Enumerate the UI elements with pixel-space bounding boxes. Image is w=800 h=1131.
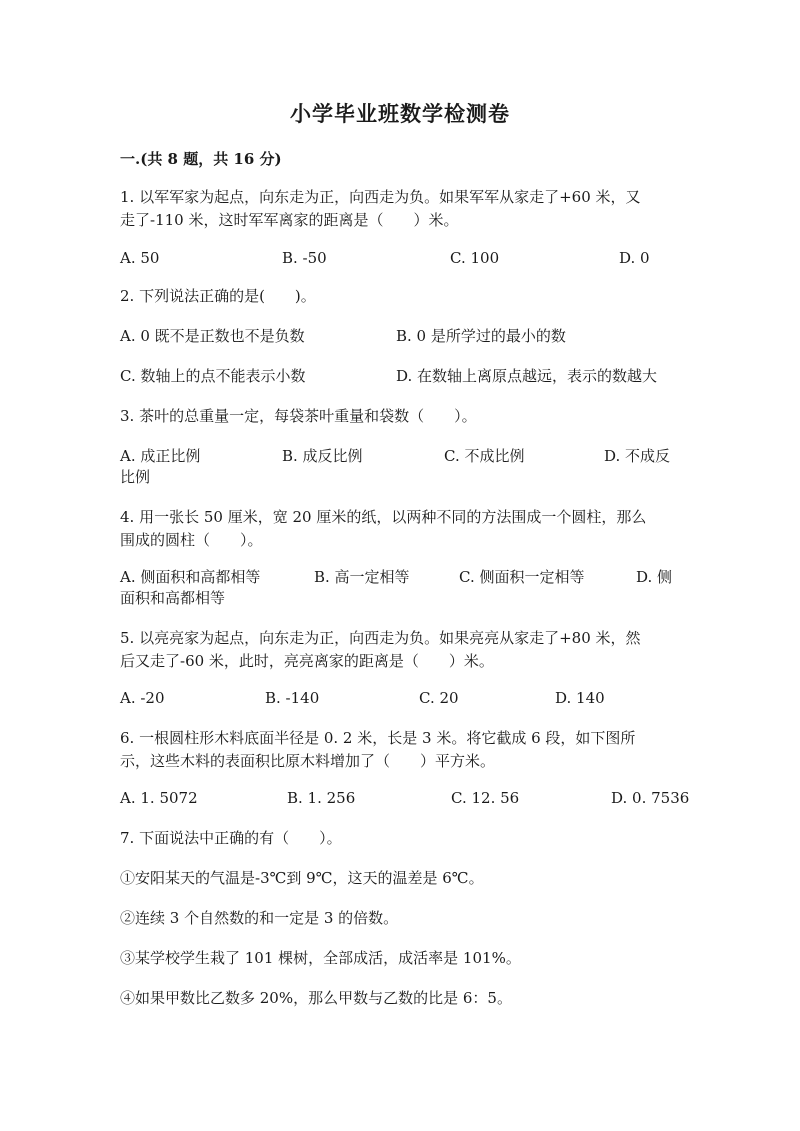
q4-option-c: C. 侧面积一定相等 — [459, 568, 585, 586]
q1-option-a: A. 50 — [120, 249, 160, 267]
q4-option-a: A. 侧面积和高都相等 — [120, 568, 261, 586]
q3-option-c: C. 不成比例 — [444, 447, 525, 465]
q3-option-b: B. 成反比例 — [282, 447, 363, 465]
q7-statement-3: ③某学校学生栽了 101 棵树，全部成活，成活率是 101%。 — [120, 949, 521, 967]
page-title: 小学毕业班数学检测卷 — [290, 101, 510, 126]
q5-option-d: D. 140 — [555, 689, 605, 707]
q6-text-line2: 示，这些木料的表面积比原木料增加了（ ）平方米。 — [120, 752, 496, 770]
q4-text-line2: 围成的圆柱（ ）。 — [120, 531, 263, 549]
q1-option-d: D. 0 — [619, 249, 650, 267]
q6-option-b: B. 1. 256 — [287, 789, 356, 807]
q6-option-d: D. 0. 7536 — [611, 789, 690, 807]
q4-option-d: D. 侧 — [636, 568, 673, 586]
q3-option-d-wrap: 比例 — [120, 468, 151, 486]
q3-text-line1: 3. 茶叶的总重量一定，每袋茶叶重量和袋数（ ）。 — [120, 407, 477, 425]
q4-option-d-wrap: 面积和高都相等 — [120, 589, 226, 607]
q4-text-line1: 4. 用一张长 50 厘米，宽 20 厘米的纸，以两种不同的方法围成一个圆柱，那么 — [120, 508, 647, 526]
q5-option-a: A. -20 — [120, 689, 165, 707]
q1-option-b: B. -50 — [282, 249, 327, 267]
q6-option-a: A. 1. 5072 — [120, 789, 198, 807]
q1-text-line1: 1. 以军军家为起点，向东走为正，向西走为负。如果军军从家走了+60 米，又 — [120, 188, 641, 206]
q6-text-line1: 6. 一根圆柱形木料底面半径是 0. 2 米，长是 3 米。将它截成 6 段，如下图所 — [120, 729, 636, 747]
q5-text-line1: 5. 以亮亮家为起点，向东走为正，向西走为负。如果亮亮从家走了+80 米，然 — [120, 629, 641, 647]
q7-statement-2: ②连续 3 个自然数的和一定是 3 的倍数。 — [120, 909, 399, 927]
q3-option-a: A. 成正比例 — [120, 447, 201, 465]
q2-option-d: D. 在数轴上离原点越远，表示的数越大 — [396, 367, 658, 385]
q7-statement-4: ④如果甲数比乙数多 20%，那么甲数与乙数的比是 6：5。 — [120, 989, 512, 1007]
q2-option-a: A. 0 既不是正数也不是负数 — [120, 327, 305, 345]
q2-text-line1: 2. 下列说法正确的是( )。 — [120, 287, 316, 305]
q3-option-d: D. 不成反 — [604, 447, 671, 465]
q1-option-c: C. 100 — [450, 249, 500, 267]
q5-text-line2: 后又走了-60 米，此时，亮亮离家的距离是（ ）米。 — [120, 652, 494, 670]
q5-option-b: B. -140 — [265, 689, 320, 707]
q5-option-c: C. 20 — [419, 689, 459, 707]
q1-text-line2: 走了-110 米，这时军军离家的距离是（ ）米。 — [120, 211, 459, 229]
q4-option-b: B. 高一定相等 — [314, 568, 410, 586]
section-heading: 一.(共 8 题，共 16 分) — [120, 150, 282, 168]
q6-option-c: C. 12. 56 — [451, 789, 520, 807]
q2-option-b: B. 0 是所学过的最小的数 — [396, 327, 566, 345]
q7-text-line1: 7. 下面说法中正确的有（ ）。 — [120, 829, 342, 847]
q7-statement-1: ①安阳某天的气温是-3℃到 9℃，这天的温差是 6℃。 — [120, 869, 484, 887]
q2-option-c: C. 数轴上的点不能表示小数 — [120, 367, 306, 385]
